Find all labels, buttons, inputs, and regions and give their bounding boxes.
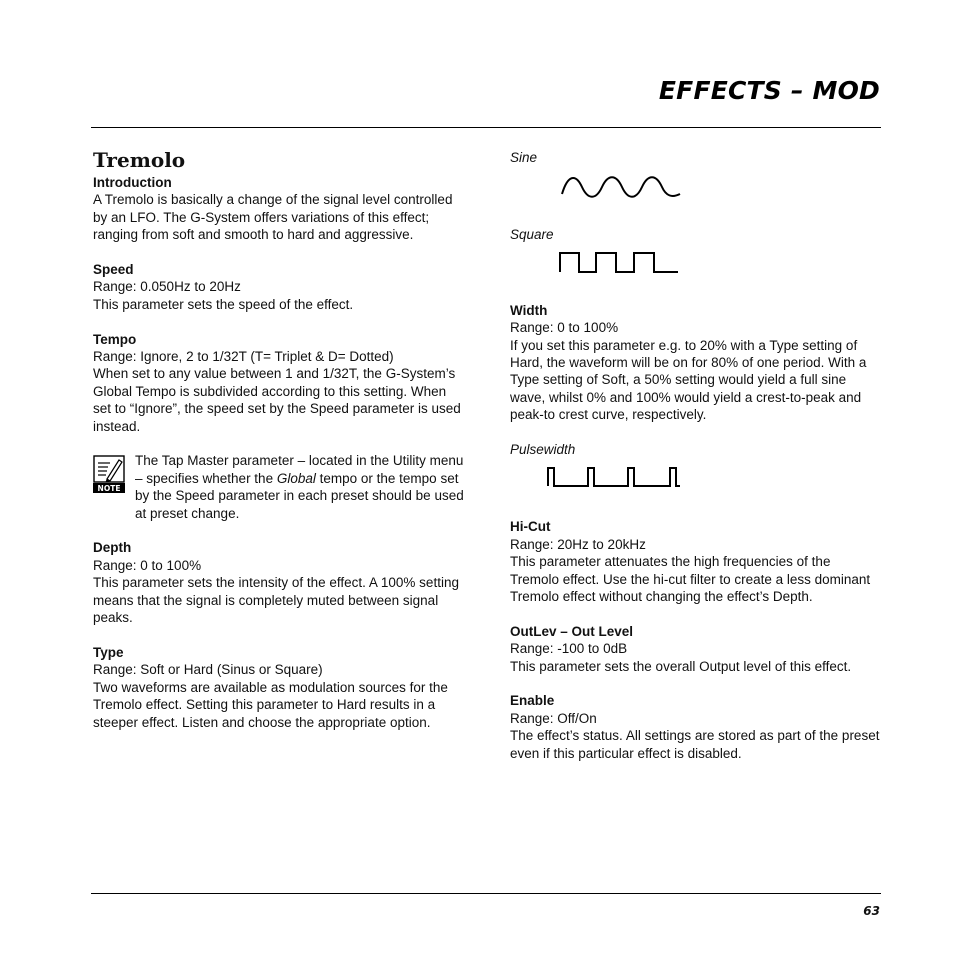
block-text: Range: Soft or Hard (Sinus or Square) [93,662,323,678]
speed-block [93,261,465,313]
page-header-title: EFFECTS – MOD [658,76,880,105]
block-text: Range: 20Hz to 20kHz [510,536,646,552]
block-text: This parameter sets the overall Output level of this effect. [510,658,852,674]
block-text: When set to any value between 1 and 1/32T, the G-System’s Global Tempo is subdivided according to this setting. When set to “Ignore”, the speed set by the Speed parameter is used instead. [93,366,461,434]
note-text-part: The Tap Master parameter – located in the Utility menu – specifies whether the [135,453,464,486]
introduction-block [93,174,465,244]
block-heading: OutLev – Out Level [510,623,634,639]
enable-block [510,692,882,762]
section-title: Tremolo [93,148,186,172]
type-block [93,644,465,731]
tempo-block [93,331,465,435]
block-text: This parameter sets the speed of the effect. [93,296,354,312]
block-text: Two waveforms are available as modulation sources for the Tremolo effect. Setting this parameter to Hard results in a steeper effect. Listen and choose the appropriate option. [93,679,448,730]
page-number: 63 [863,904,880,918]
block-heading: Speed [93,262,134,278]
sine-wave-icon [510,172,690,202]
pulsewidth-caption: Pulsewidth [510,442,576,458]
block-text: This parameter attenuates the high frequencies of the Tremolo effect. Use the hi-cut filter to create a less dominant Tremolo effect without changing the effect’s Depth. [510,554,871,605]
svg-text:NOTE: NOTE [97,484,121,494]
left-column [93,146,465,748]
block-heading: Tempo [93,331,137,347]
block-heading: Depth [93,540,132,556]
block-text: The effect’s status. All settings are stored as part of the preset even if this particular effect is disabled. [510,728,880,761]
block-text: Range: Ignore, 2 to 1/32T (T= Triplet & D= Dotted) [93,349,394,365]
width-block [510,302,882,424]
block-text: Range: 0 to 100% [510,320,619,336]
note-text [135,452,465,522]
square-caption: Square [510,227,554,243]
hicut-block [510,518,882,605]
note-text-italic: Global [276,470,316,486]
block-text: If you set this parameter e.g. to 20% with a Type setting of Hard, the waveform will be on for 80% of one period. With a Type setting of Soft, a 50% setting would yield a full sine wave, whilst 0% and 100% would yield a crest-to-peak and peak-to crest curve, respectively. [510,337,867,423]
note-box [93,452,465,522]
note-text-part: tempo or the tempo set by the Speed parameter in each preset should be used at preset change. [135,470,464,521]
block-text: Range: 0.050Hz to 20Hz [93,279,241,295]
note-icon [93,452,135,522]
block-text: Range: Off/On [510,710,597,726]
block-heading: Hi-Cut [510,519,551,535]
block-text: This parameter sets the intensity of the effect. A 100% setting means that the signal is completely muted between signal peaks. [93,575,459,626]
sine-caption: Sine [510,150,538,165]
block-heading: Width [510,302,548,318]
block-heading: Introduction [93,175,172,190]
footer-rule [91,893,881,894]
outlev-block [510,623,882,675]
header-rule [91,127,881,128]
block-text: Range: -100 to 0dB [510,641,628,657]
pulsewidth-wave-icon [510,464,690,490]
depth-block [93,539,465,626]
right-column [510,149,882,780]
block-text: A Tremolo is basically a change of the signal level controlled by an LFO. The G-System offers variations of this effect; ranging from soft and smooth to hard and aggressive. [93,192,453,243]
block-text: Range: 0 to 100% [93,557,202,573]
block-heading: Type [93,644,124,660]
square-wave-icon [510,250,690,276]
block-heading: Enable [510,693,555,709]
